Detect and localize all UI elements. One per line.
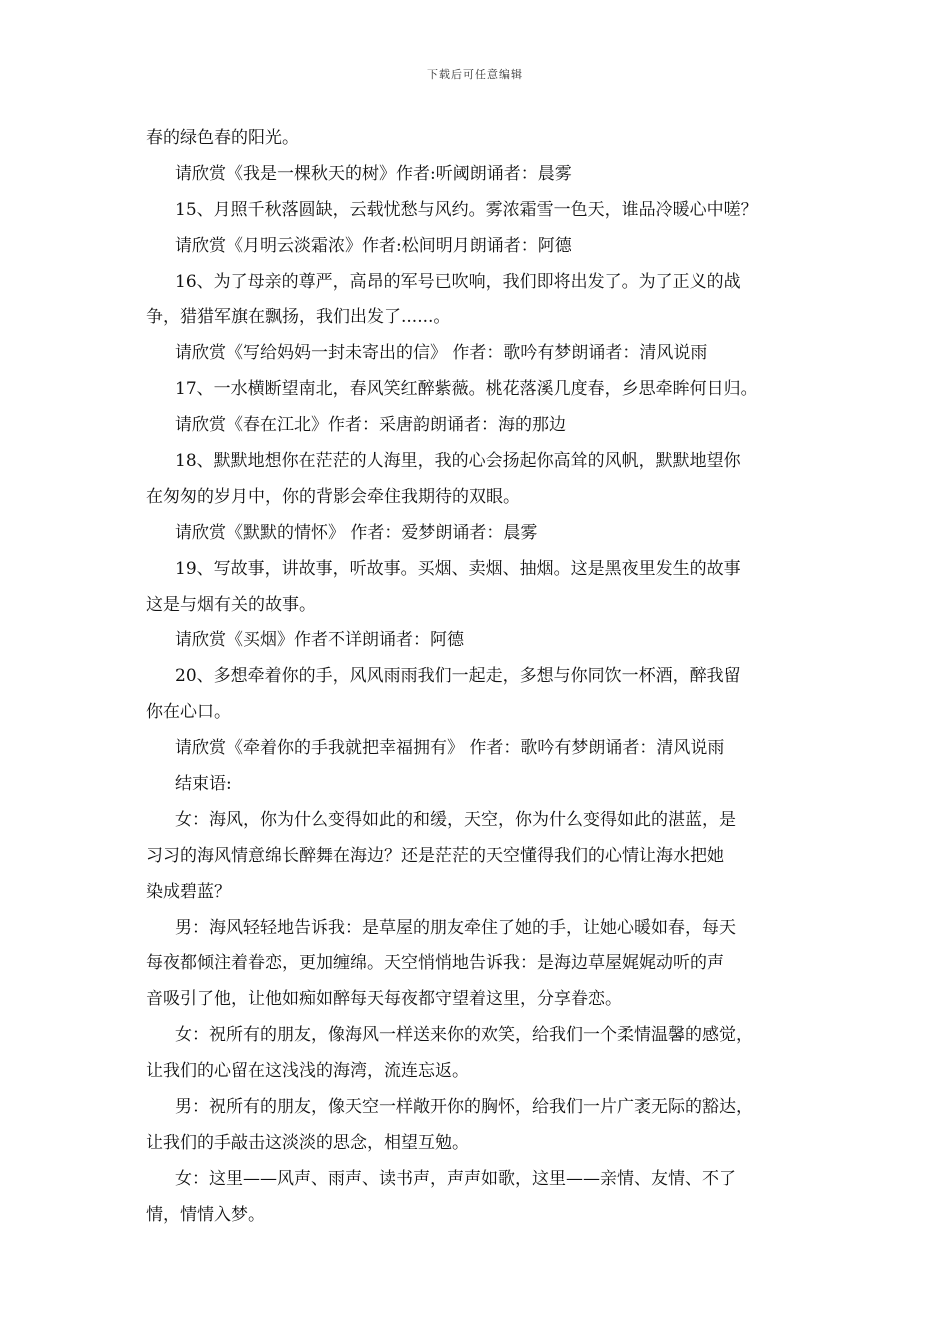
- text-line: 女：祝所有的朋友，像海风一样送来你的欢笑，给我们一个柔情温馨的感觉，: [175, 1025, 753, 1046]
- text-line: 习习的海风情意绵长醉舞在海边？还是茫茫的天空懂得我们的心情让海水把她: [146, 845, 724, 866]
- text-line: 男：祝所有的朋友，像天空一样敞开你的胸怀，给我们一片广袤无际的豁达，: [175, 1097, 753, 1118]
- text-line: 20、多想牵着你的手，风风雨雨我们一起走，多想与你同饮一杯酒，醉我留: [175, 666, 741, 687]
- text-line: 请欣赏《默默的情怀》 作者：爱梦朗诵者：晨雾: [175, 522, 538, 543]
- text-line: 女：海风，你为什么变得如此的和缓，天空，你为什么变得如此的湛蓝，是: [175, 809, 736, 830]
- text-line: 音吸引了他，让他如痴如醉每天每夜都守望着这里，分享眷恋。: [146, 989, 622, 1010]
- text-line: 请欣赏《牵着你的手我就把幸福拥有》 作者：歌吟有梦朗诵者：清风说雨: [175, 738, 725, 759]
- text-line: 女：这里——风声、雨声、读书声，声声如歌，这里——亲情、友情、不了: [175, 1168, 736, 1189]
- text-line: 请欣赏《买烟》作者不详朗诵者：阿德: [175, 630, 464, 651]
- page-header: 下载后可任意编辑: [427, 68, 523, 81]
- text-line: 这是与烟有关的故事。: [146, 594, 316, 615]
- text-line: 每夜都倾注着眷恋，更加缠绵。天空悄悄地告诉我：是海边草屋娓娓动听的声: [146, 953, 724, 974]
- text-line: 你在心口。: [146, 702, 231, 723]
- text-line: 16、为了母亲的尊严，高昂的军号已吹响，我们即将出发了。为了正义的战: [175, 271, 741, 292]
- text-line: 17、一水横断望南北，春风笑红醉紫薇。桃花落溪几度春，乡思牵眸何日归。: [175, 379, 758, 400]
- text-line: 染成碧蓝？: [146, 881, 231, 902]
- text-line: 请欣赏《月明云淡霜浓》作者:松间明月朗诵者：阿德: [175, 235, 572, 256]
- document-body: [146, 121, 806, 1234]
- text-line: 请欣赏《写给妈妈一封未寄出的信》 作者：歌吟有梦朗诵者：清风说雨: [175, 343, 708, 364]
- text-line: 在匆匆的岁月中，你的背影会牵住我期待的双眼。: [146, 486, 520, 507]
- text-line: 春的绿色春的阳光。: [146, 128, 299, 148]
- text-line: 19、写故事，讲故事，听故事。买烟、卖烟、抽烟。这是黑夜里发生的故事: [175, 558, 741, 579]
- text-line: 争，猎猎军旗在飘扬，我们出发了......。: [146, 307, 451, 328]
- text-line: 18、默默地想你在茫茫的人海里，我的心会扬起你高耸的风帆，默默地望你: [175, 451, 741, 472]
- text-line: 让我们的手敲击这淡淡的思念，相望互勉。: [146, 1132, 469, 1153]
- text-line: 情，情情入梦。: [146, 1204, 265, 1225]
- text-line: 结束语:: [175, 774, 232, 795]
- text-line: 15、月照千秋落圆缺，云载忧愁与风约。雾浓霜雪一色天，谁品冷暖心中嗟？: [175, 199, 758, 220]
- text-line: 让我们的心留在这浅浅的海湾，流连忘返。: [146, 1061, 469, 1082]
- text-line: 请欣赏《我是一棵秋天的树》作者:听阈朗诵者：晨雾: [175, 163, 572, 184]
- text-line: 男：海风轻轻地告诉我：是草屋的朋友牵住了她的手，让她心暖如春，每天: [175, 917, 736, 938]
- text-line: 请欣赏《春在江北》作者：采唐韵朗诵者：海的那边: [175, 415, 566, 436]
